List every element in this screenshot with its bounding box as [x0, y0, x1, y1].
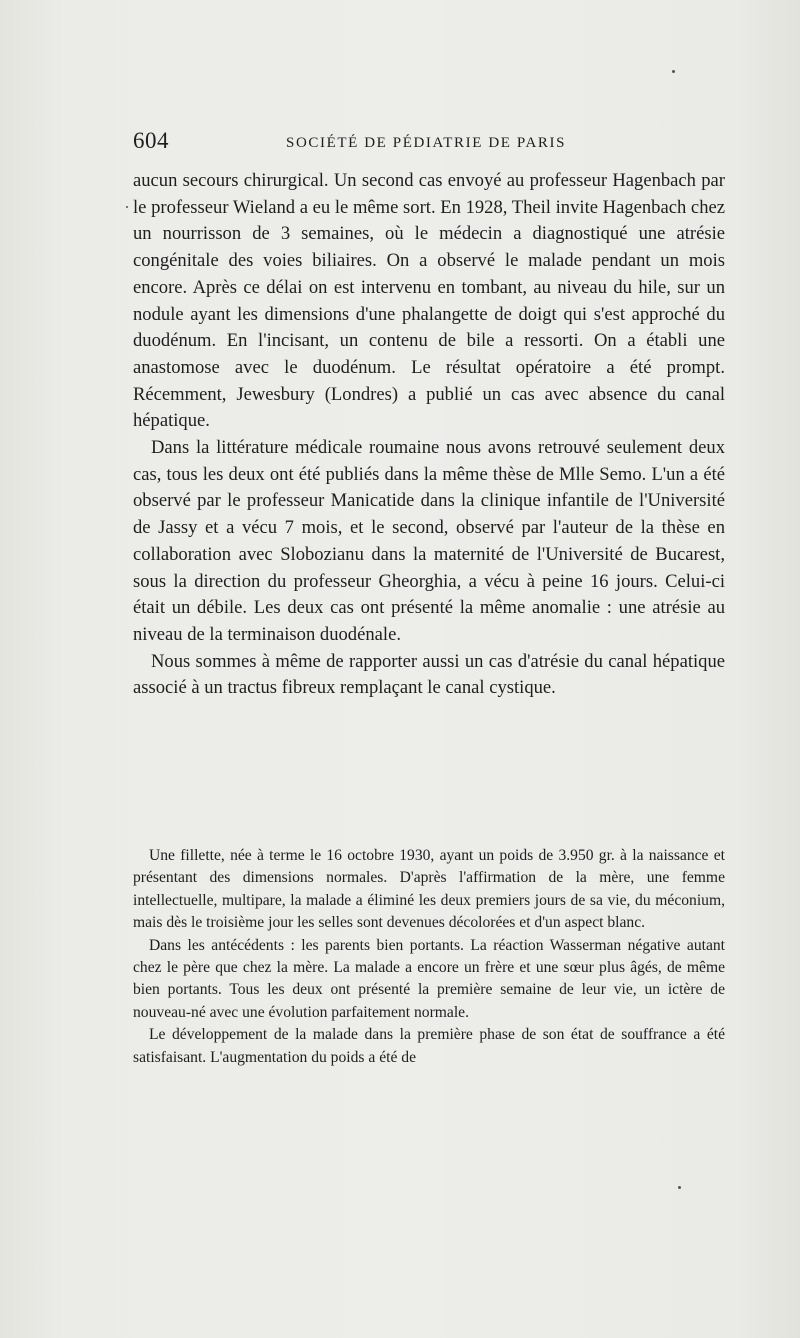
paragraph: Nous sommes à même de rapporter aussi un cas d'atrésie du canal hépatique associé à un tractus fibreux remplaçant le canal cystique.	[133, 650, 725, 699]
scan-speck	[126, 206, 128, 208]
page-header	[133, 128, 725, 160]
scan-speck	[672, 70, 675, 73]
scan-speck	[678, 1186, 681, 1189]
page-number: 604	[133, 128, 169, 153]
running-title: SOCIÉTÉ DE PÉDIATRIE DE PARIS	[286, 135, 567, 151]
paragraph: Dans la littérature médicale roumaine nous avons retrouvé seulement deux cas, tous les deux ont été publiés dans la même thèse de Mlle Semo. L'un a été observé par le professeur Manicatide dans la clinique infantile de l'Université de Jassy et a vécu 7 mois, et le second, observé par l'auteur de la thèse en collaboration avec Slobozianu dans la maternité de l'Université de Bucarest, sous la direction du professeur Gheorghia, a vécu à peine 16 jours. Celui-ci était un débile. Les deux cas ont présenté la même anomalie : une atrésie au niveau de la terminaison duodénale.	[133, 437, 725, 645]
case-report	[133, 845, 725, 1069]
case-paragraph: Une fillette, née à terme le 16 octobre 1930, ayant un poids de 3.950 gr. à la naissance et présentant des dimensions normales. D'après l'affirmation de la mère, une femme intellectuelle, multipare, la malade a éliminé les deux premiers jours de sa vie, du méconium, mais dès le troisième jour les selles sont devenues décolorées et d'un aspect blanc.	[133, 847, 725, 932]
case-paragraph: Le développement de la malade dans la première phase de son état de souffrance a été satisfaisant. L'augmentation du poids a été de	[133, 1026, 725, 1066]
main-text	[133, 168, 725, 702]
paragraph: aucun secours chirurgical. Un second cas envoyé au professeur Hagenbach par le professeur Wieland a eu le même sort. En 1928, Theil invite Hagenbach chez un nourrisson de 3 semaines, où le médecin a diagnostiqué une atrésie congénitale des voies biliaires. On a observé le malade pendant un mois encore. Après ce délai on est intervenu en tombant, au niveau du hile, sur un nodule ayant les dimensions d'une phalangette de doigt qui s'est approché du duodénum. En l'incisant, un contenu de bile a ressorti. On a établi une anastomose avec le duodénum. Le résultat opératoire a été prompt. Récemment, Jewesbury (Londres) a publié un cas avec absence du canal hépatique.	[133, 170, 725, 432]
case-paragraph: Dans les antécédents : les parents bien portants. La réaction Wasserman négative autant chez le père que chez la mère. La malade a encore un frère et une sœur plus âgés, de même bien portants. Tous les deux ont présenté la première semaine de leur vie, un ictère de nouveau-né avec une évolution parfaitement normale.	[133, 936, 725, 1021]
